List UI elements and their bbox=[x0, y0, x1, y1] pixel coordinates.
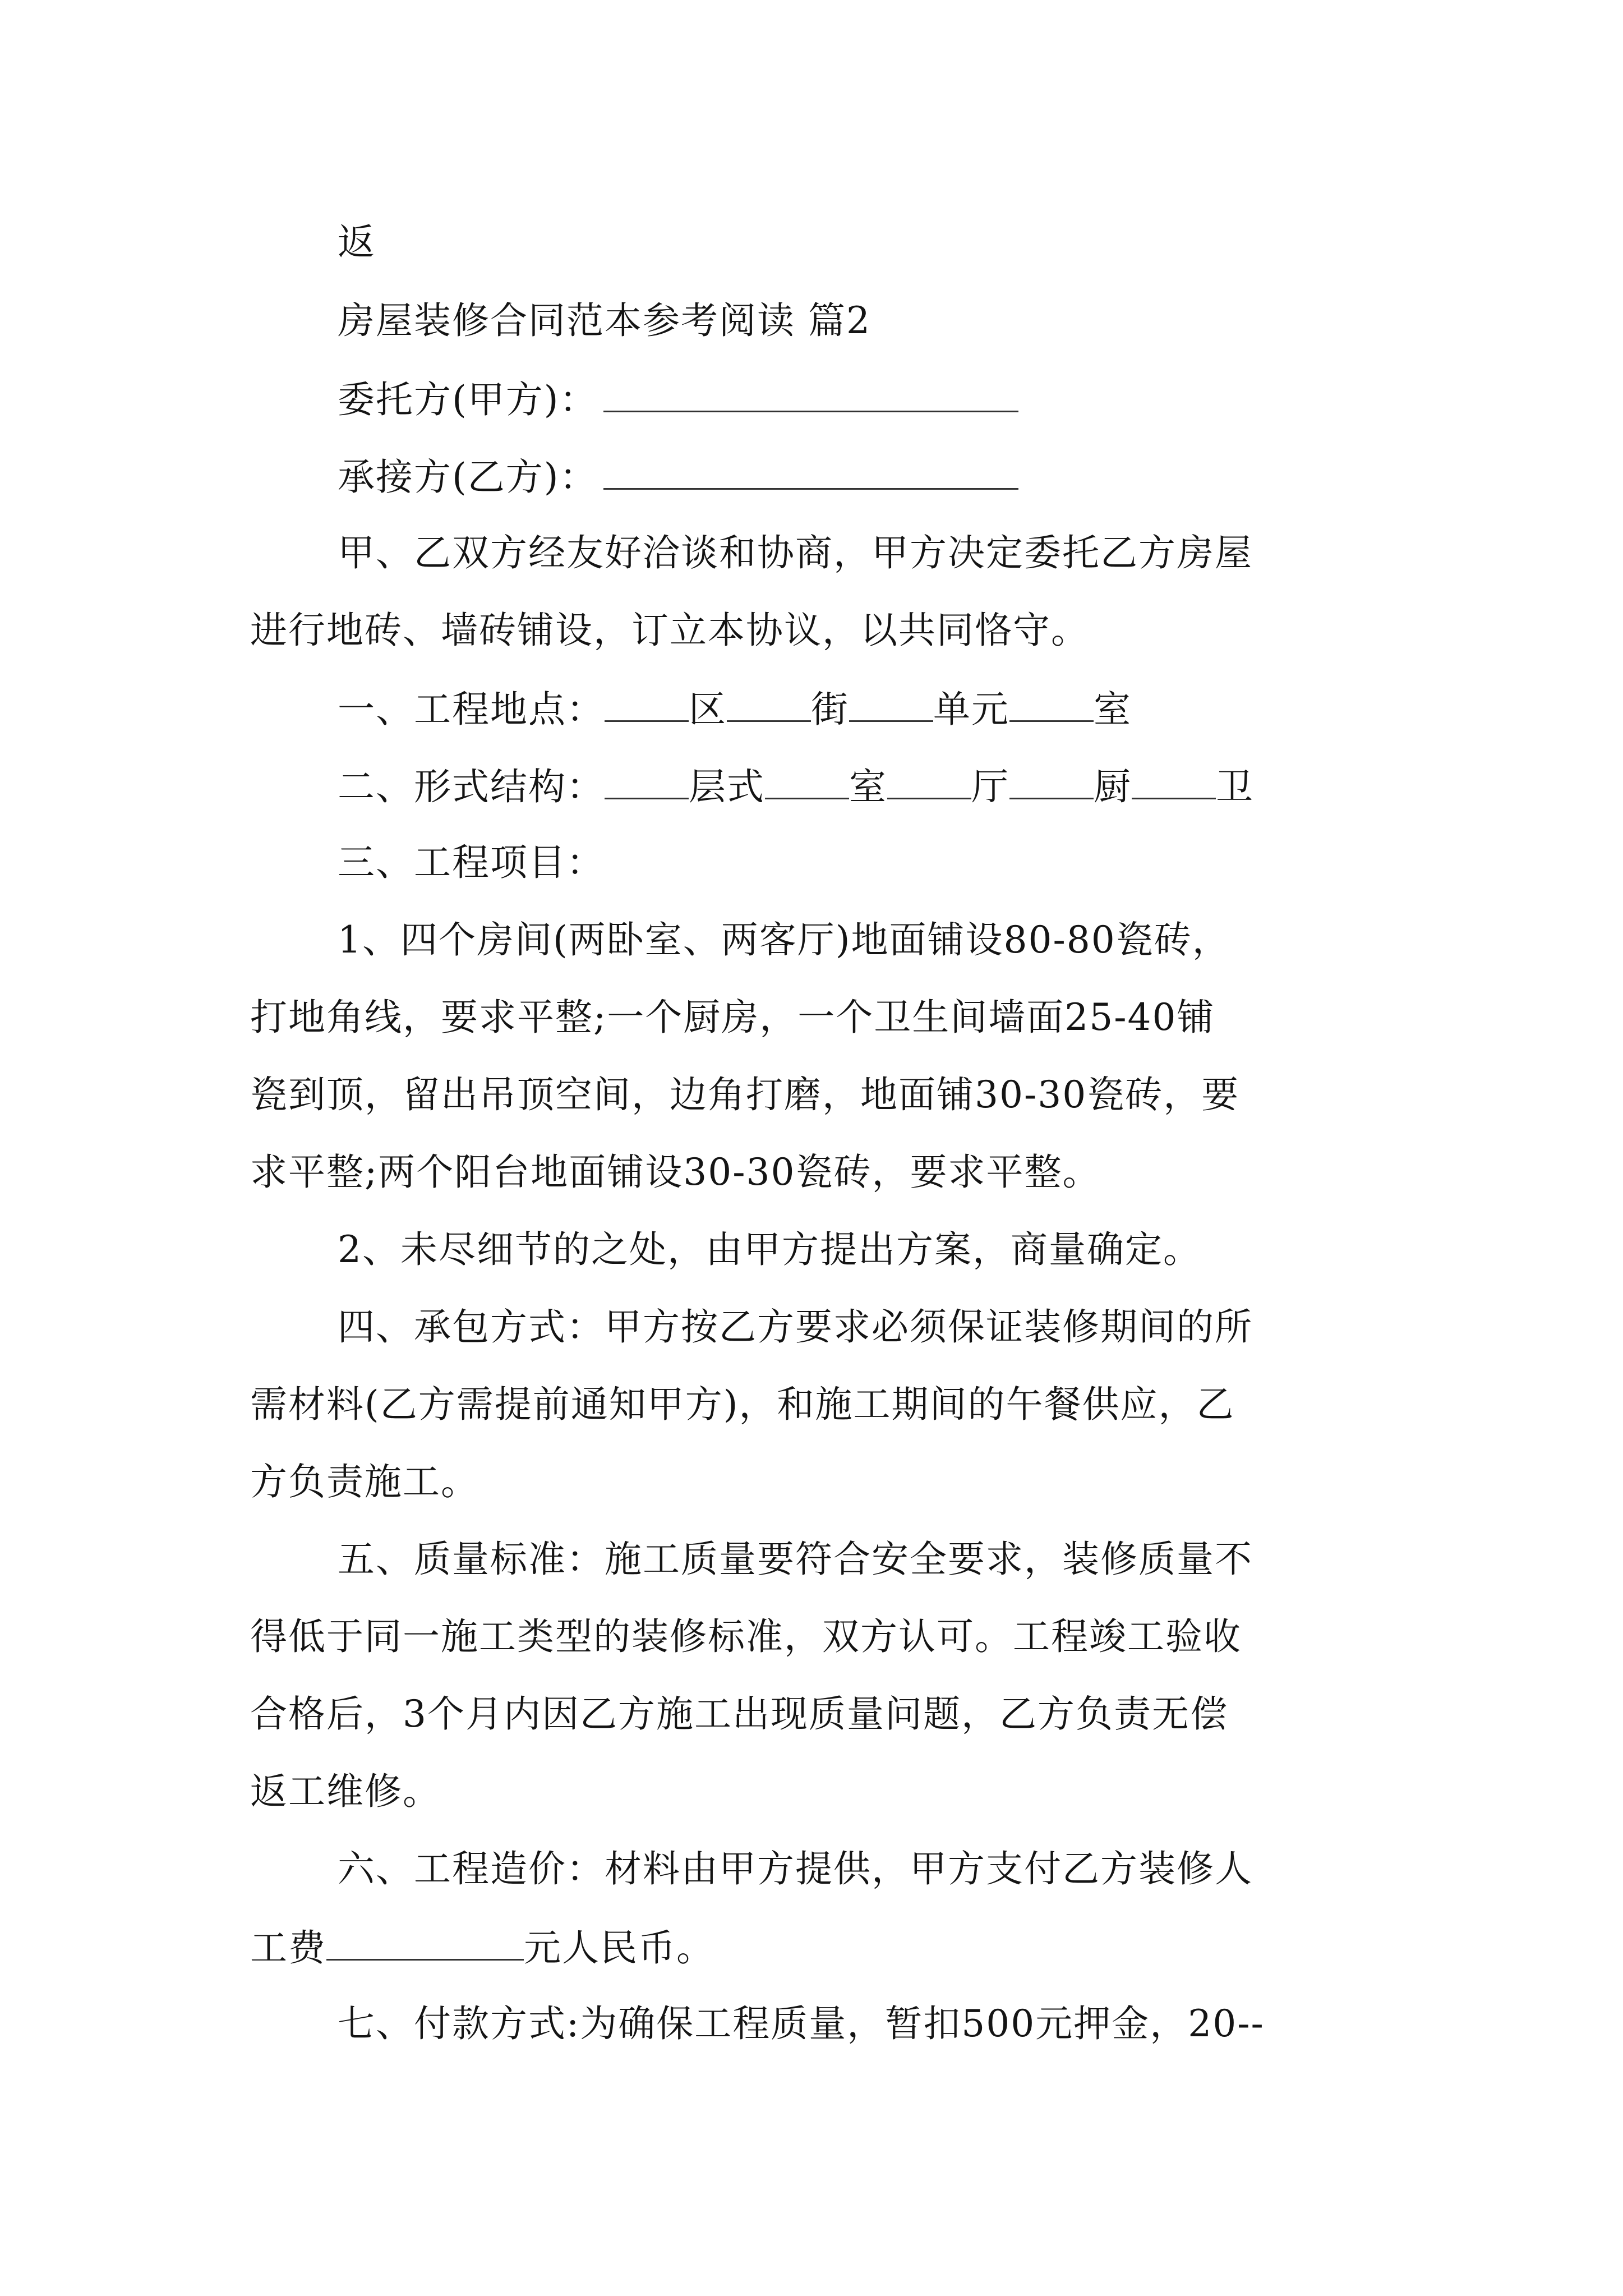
paragraph-line: 返工维修。 bbox=[250, 1770, 441, 1813]
paragraph-line: 六、工程造价：材料由甲方提供，甲方支付乙方装修人 bbox=[338, 1847, 1253, 1890]
party-a-label: 委托方(甲方)： bbox=[338, 378, 598, 421]
paragraph-line: 合格后，3个月内因乙方施工出现质量问题，乙方负责无偿 bbox=[250, 1692, 1228, 1736]
project-label: 三、工程项目： bbox=[338, 841, 605, 884]
paragraph-line: 方负责施工。 bbox=[250, 1460, 479, 1503]
structure-label: 二、形式结构： bbox=[338, 765, 605, 808]
party-b-label: 承接方(乙方)： bbox=[338, 455, 598, 499]
structure-hall: 厅 bbox=[971, 765, 1009, 808]
site-label: 一、工程地点： bbox=[338, 688, 605, 731]
party-b-line bbox=[338, 453, 1018, 500]
site-room: 室 bbox=[1094, 688, 1132, 731]
blank bbox=[1009, 685, 1094, 722]
blank bbox=[1009, 763, 1094, 799]
paragraph-line: 七、付款方式:为确保工程质量，暂扣500元押金，20-- bbox=[338, 2002, 1265, 2045]
paragraph-line: 求平整;两个阳台地面铺设30-30瓷砖，要求平整。 bbox=[250, 1151, 1101, 1194]
cost-prefix: 工费 bbox=[250, 1926, 326, 1970]
blank bbox=[1132, 763, 1216, 799]
paragraph-line: 2、未尽细节的之处，由甲方提出方案，商量确定。 bbox=[338, 1228, 1201, 1271]
party-a-blank bbox=[603, 376, 1018, 412]
text-line: 返 bbox=[338, 220, 376, 264]
site-street: 街 bbox=[811, 688, 849, 731]
blank bbox=[765, 763, 849, 799]
structure-line bbox=[338, 763, 1254, 809]
paragraph-line: 需材料(乙方需提前通知甲方)，和施工期间的午餐供应，乙 bbox=[250, 1383, 1235, 1426]
structure-floor: 层式 bbox=[689, 765, 765, 808]
cost-suffix: 元人民币。 bbox=[524, 1926, 714, 1970]
site-line bbox=[338, 685, 1132, 732]
paragraph-line: 甲、乙双方经友好洽谈和协商，甲方决定委托乙方房屋 bbox=[338, 531, 1253, 574]
section-heading: 房屋装修合同范本参考阅读 篇2 bbox=[338, 299, 871, 342]
cost-line bbox=[250, 1924, 714, 1971]
structure-kitchen: 厨 bbox=[1094, 765, 1132, 808]
structure-bath: 卫 bbox=[1216, 765, 1254, 808]
blank bbox=[849, 685, 933, 722]
paragraph-line: 五、质量标准：施工质量要符合安全要求，装修质量不 bbox=[338, 1538, 1253, 1581]
fee-blank bbox=[326, 1924, 524, 1961]
structure-room: 室 bbox=[849, 765, 887, 808]
blank bbox=[605, 763, 689, 799]
paragraph-line: 打地角线，要求平整;一个厨房，一个卫生间墙面25-40铺 bbox=[250, 996, 1215, 1039]
site-unit: 单元 bbox=[933, 688, 1009, 731]
blank bbox=[727, 685, 811, 722]
blank bbox=[887, 763, 971, 799]
paragraph-line: 进行地砖、墙砖铺设，订立本协议，以共同恪守。 bbox=[250, 609, 1089, 652]
party-b-blank bbox=[603, 453, 1018, 490]
paragraph-line: 四、承包方式：甲方按乙方要求必须保证装修期间的所 bbox=[338, 1305, 1253, 1349]
blank bbox=[605, 685, 689, 722]
paragraph-line: 瓷到顶，留出吊顶空间，边角打磨，地面铺30-30瓷砖，要 bbox=[250, 1073, 1240, 1116]
paragraph-line: 1、四个房间(两卧室、两客厅)地面铺设80-80瓷砖， bbox=[338, 918, 1230, 961]
party-a-line bbox=[338, 376, 1018, 422]
site-district: 区 bbox=[689, 688, 727, 731]
paragraph-line: 得低于同一施工类型的装修标准，双方认可。工程竣工验收 bbox=[250, 1615, 1242, 1658]
